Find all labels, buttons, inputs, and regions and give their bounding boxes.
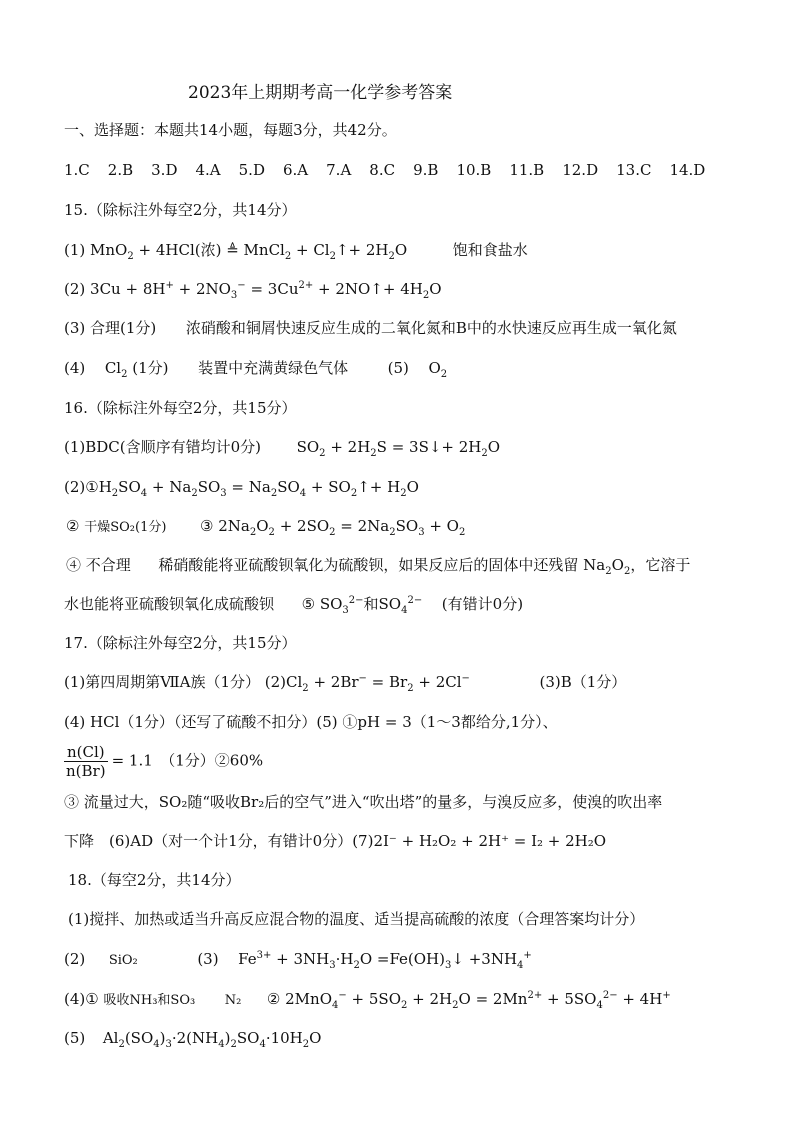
q18-part4 — [64, 989, 671, 1011]
q17-part5-line1: ③ 流量过大，SO₂随“吸收Br₂后的空气”进入“吹出塔”的量多，与溴反应多，使溴的吹出率 — [64, 793, 663, 811]
q18-p4b-equation: $2MnO_4^- + 5SO_2 + 2H_2O = 2Mn^{2+} + 5SO_4^{2-} + 4H^+$ — [285, 990, 671, 1011]
q18-part1: (1)搅拌、加热或适当升高反应混合物的温度、适当提高硫酸的浓度（合理答案均计分） — [68, 910, 645, 928]
q18-p3-equation: $Fe^{3+} + 3NH_3\cdot H_2O$ $=Fe(OH)_3↓ +3NH_4^+$ — [238, 950, 532, 971]
q15-p4-formula: $Cl_2$ — [104, 359, 128, 380]
q18-p3-label: (3) — [197, 950, 219, 968]
q15-p1-extra: 饱和食盐水 — [452, 241, 528, 259]
q16-p4-cont: 水也能将亚硫酸钡氧化成硫酸钡 — [64, 595, 275, 613]
q17-part4: (4) HCl（1分）（还写了硫酸不扣分）(5) ①pH = 3（1～3都给分,1分）、 — [64, 713, 558, 731]
mc-answer: 6.A — [282, 161, 309, 179]
q16-p4-label: ④ — [66, 556, 82, 574]
q16-p1-text: (1)BDC(含顺序有错均计0分) — [64, 438, 262, 456]
q16-p4-reason-a: 稀硝酸能将亚硫酸钡氧化为硫酸钡，如果反应后的固体中还残留 — [158, 556, 579, 574]
q17-p2-equation: $Cl_2 + 2Br^- = Br_2 + 2Cl^-$ — [286, 673, 470, 694]
fraction-numerator: n(Cl) — [64, 743, 108, 762]
q15-p2-equation: $3Cu + 8H^+ + 2NO_3^- = 3Cu^{2+}$ + 2NO↑+ $4H_2O$ — [90, 280, 442, 301]
q18-p2-text: SiO₂ — [108, 953, 138, 968]
q15-part3 — [64, 318, 677, 338]
q18-p5-label: (5) — [64, 1029, 86, 1047]
q16-p2-equation: $H_2SO_4 + Na_2SO_3 = Na_2SO_4$ + $SO_2↑+ H_2O$ — [98, 478, 419, 499]
q15-p2-label: (2) — [64, 280, 86, 298]
q17-p5-line2a: 下降 (6)AD（对一个计1分，有错计0分）(7) — [64, 832, 374, 850]
q16-p3-label: ③ — [200, 517, 214, 535]
q18-p2-label: (2) — [64, 950, 86, 968]
q15-part2 — [64, 279, 442, 299]
q16-p3-equation: $2Na_2O_2 + 2SO_2 = 2Na_2SO_3 + O_2$ — [218, 517, 466, 538]
q15-part1 — [64, 240, 528, 260]
q17-p1-text: (1)第四周期第ⅦA族（1分） — [64, 673, 260, 691]
q15-heading: 15.（除标注外每空2分，共14分） — [64, 201, 297, 219]
q16-p5-ion1: $SO_3^{2-}$ — [319, 595, 364, 616]
mc-answer: 12.D — [562, 161, 599, 179]
q16-part1 — [64, 437, 500, 457]
mc-answer: 13.C — [616, 161, 652, 179]
mc-answer: 14.D — [669, 161, 706, 179]
fraction-denominator: n(Br) — [66, 762, 106, 780]
q18-p4-n2: N₂ — [224, 993, 242, 1008]
q15-p4-label: (4) — [64, 359, 86, 377]
mc-answers — [64, 160, 723, 180]
q15-p4-score: (1分) — [132, 359, 169, 377]
mc-answer: 9.B — [413, 161, 439, 179]
mc-answer: 2.B — [107, 161, 134, 179]
q16-p2b-label: ② — [66, 517, 80, 535]
mc-answer: 4.A — [195, 161, 221, 179]
ratio-fraction — [64, 743, 108, 780]
q17-fraction-line — [64, 743, 263, 780]
mc-answer: 1.C — [64, 161, 90, 179]
q16-heading: 16.（除标注外每空2分，共15分） — [64, 399, 297, 417]
q15-p1-label: (1) — [64, 241, 86, 259]
page-title: 2023年上期期考高一化学参考答案 — [188, 83, 453, 103]
q17-part5-line2 — [64, 831, 606, 851]
q15-part4 — [64, 358, 447, 378]
q16-p2b-text: 干燥SO₂(1分) — [84, 520, 167, 535]
q16-p5-and: 和 — [363, 595, 379, 613]
q15-p4-text: 装置中充满黄绿色气体 — [198, 359, 349, 377]
q16-p5-note: (有错计0分) — [441, 595, 524, 613]
q16-p1-equation: $SO_2 + 2H_2S$ = 3S↓+ $2H_2O$ — [296, 438, 501, 459]
q18-part5 — [64, 1028, 321, 1048]
mc-answer: 8.C — [369, 161, 396, 179]
q18-p5-formula: $Al_2(SO_4)_3\cdot 2(NH_4)_2SO_4\cdot 10H_2O$ — [102, 1029, 322, 1050]
q17-p3-text: (3)B（1分） — [539, 673, 627, 691]
mc-answer: 5.D — [238, 161, 265, 179]
q18-part2 — [64, 949, 532, 971]
q15-p3-reason: 浓硝酸和铜屑快速反应生成的二氧化氮和B中的水快速反应再生成一氧化氮 — [185, 319, 677, 337]
q18-heading: 18.（每空2分，共14分） — [68, 871, 241, 889]
q16-part2b — [66, 516, 465, 538]
q18-p4b-label: ② — [266, 990, 281, 1008]
q17-p7-equation: 2I⁻ + H₂O₂ + 2H⁺ = I₂ + 2H₂O — [373, 832, 607, 850]
q16-p4-formula: $Na_2O_2$ — [583, 556, 631, 577]
q15-p5-label: (5) — [387, 359, 409, 377]
q18-p4-text: 吸收NH₃和SO₃ — [103, 993, 196, 1008]
q16-part4 — [66, 555, 690, 575]
q15-p3-text: 合理(1分) — [90, 319, 157, 337]
q16-p4-reason-b: ，它溶于 — [630, 556, 691, 574]
q16-part4-cont — [64, 594, 523, 614]
q18-p4-label: (4)① — [64, 990, 99, 1008]
q16-p2-label: (2)① — [64, 478, 99, 496]
q15-p5-formula: $O_2$ — [428, 359, 448, 380]
q17-frac-rest: = 1.1 （1分）②60% — [111, 751, 264, 770]
q16-p5-ion2: $SO_4^{2-}$ — [378, 595, 423, 616]
q17-heading: 17.（除标注外每空2分，共15分） — [64, 634, 297, 652]
mc-answer: 11.B — [509, 161, 545, 179]
q15-p3-label: (3) — [64, 319, 86, 337]
q16-part2 — [64, 477, 419, 497]
q15-p1-equation: MnO$_2$ + 4HCl(浓) ≜ MnCl$_2$ + $Cl_2↑+ 2H_2O$ — [90, 241, 408, 262]
mc-answer: 7.A — [326, 161, 352, 179]
q17-p2-label: (2) — [264, 673, 287, 691]
q17-part1 — [64, 672, 626, 692]
q16-p5-label: ⑤ — [301, 595, 316, 613]
section1-heading: 一、选择题：本题共14小题，每题3分，共42分。 — [64, 121, 397, 139]
mc-answer: 10.B — [456, 161, 492, 179]
q16-p4-text: 不合理 — [85, 556, 131, 574]
mc-answer: 3.D — [151, 161, 178, 179]
